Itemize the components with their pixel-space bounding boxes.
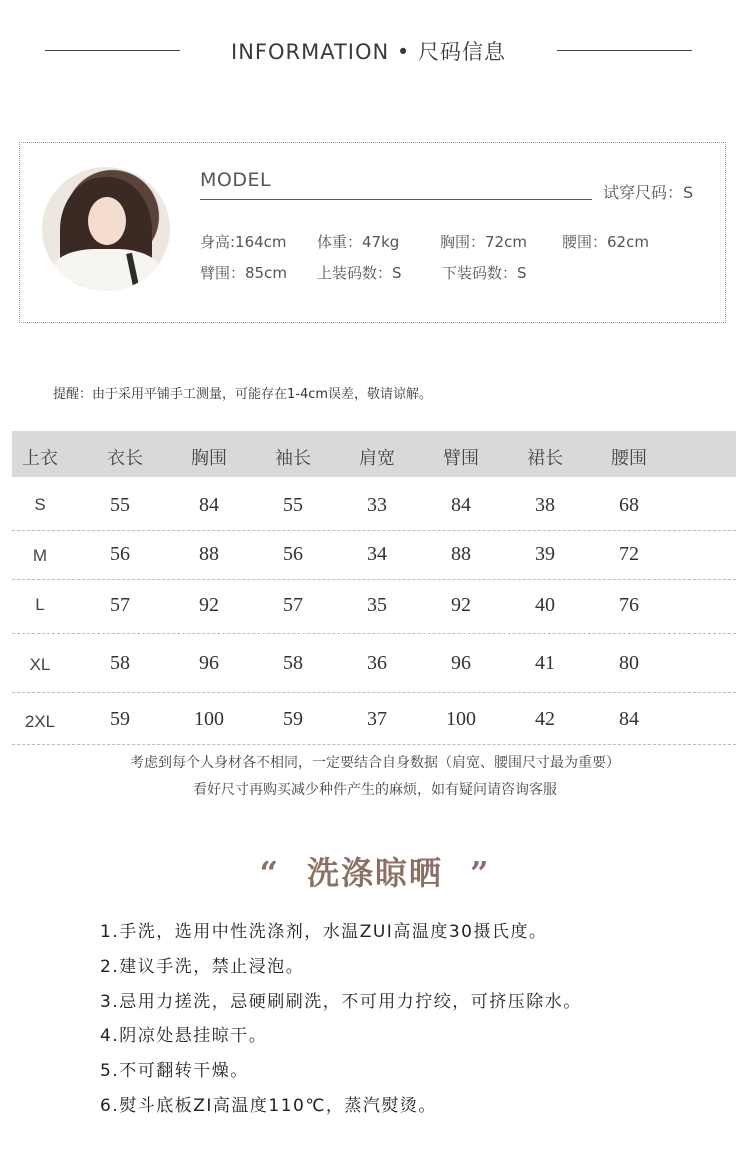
header-cell-shoulder: 肩宽	[359, 448, 395, 469]
size-table-header	[12, 431, 736, 477]
table-row	[12, 634, 736, 693]
table-cell: 41	[535, 652, 555, 674]
size-cell: L	[35, 595, 45, 614]
avatar-face-shape	[88, 197, 126, 245]
table-cell: 88	[199, 543, 219, 565]
header-cell-sleeve: 袖长	[275, 448, 311, 469]
table-row	[12, 693, 736, 745]
page-title: INFORMATION • 尺码信息	[231, 40, 506, 64]
table-cell: 88	[451, 543, 471, 565]
table-cell: 33	[367, 494, 387, 516]
table-cell: 35	[367, 594, 387, 616]
header-cell-length: 衣长	[107, 448, 143, 469]
care-item: 3.忌用力搓洗，忌硬刷刷洗，不可用力拧绞，可挤压除水。	[100, 992, 582, 1012]
table-cell: 57	[283, 594, 303, 616]
table-cell: 80	[619, 652, 639, 674]
care-section-title	[0, 848, 750, 894]
table-cell: 100	[446, 708, 476, 730]
care-close-quote: ”	[470, 854, 491, 892]
header-divider-right	[557, 50, 692, 51]
size-table	[12, 431, 736, 745]
care-item: 5.不可翻转干燥。	[100, 1061, 249, 1081]
model-arm: 臂围：85cm	[200, 264, 287, 282]
model-bottom-size: 下装码数：S	[442, 264, 527, 282]
model-top-size: 上装码数：S	[317, 264, 402, 282]
table-cell: 38	[535, 494, 555, 516]
size-cell: S	[34, 495, 46, 514]
header-cell-bust: 胸围	[191, 448, 227, 469]
header-cell-arm: 臂围	[443, 448, 479, 469]
model-label-underline	[200, 199, 592, 200]
table-cell: 84	[619, 708, 639, 730]
header-divider-left	[45, 50, 180, 51]
table-cell: 36	[367, 652, 387, 674]
model-bust: 胸围：72cm	[440, 233, 527, 251]
table-cell: 37	[367, 708, 387, 730]
header-cell-waist: 腰围	[611, 448, 647, 469]
care-title-text: 洗涤晾晒	[306, 854, 443, 892]
table-cell: 39	[535, 543, 555, 565]
size-footnote-1: 考虑到每个人身材各不相同，一定要结合自身数据（肩宽、腰围尺寸最为重要）	[130, 755, 620, 771]
header-cell-skirt-length: 裙长	[527, 448, 563, 469]
table-cell: 58	[283, 652, 303, 674]
table-cell: 59	[110, 708, 130, 730]
table-cell: 92	[199, 594, 219, 616]
table-row	[12, 580, 736, 634]
table-cell: 58	[110, 652, 130, 674]
table-cell: 56	[110, 543, 130, 565]
care-item: 1.手洗，选用中性洗涤剂，水温ZUI高温度30摄氏度。	[100, 922, 548, 942]
table-cell: 100	[194, 708, 224, 730]
model-info-card	[19, 142, 726, 323]
table-cell: 84	[451, 494, 471, 516]
table-cell: 72	[619, 543, 639, 565]
size-cell: 2XL	[24, 712, 56, 731]
table-cell: 59	[283, 708, 303, 730]
size-footnote-2: 看好尺寸再购买减少种件产生的麻烦，如有疑问请咨询客服	[193, 782, 557, 798]
header-cell-top: 上衣	[22, 448, 58, 469]
table-cell: 76	[619, 594, 639, 616]
care-item: 4.阴凉处悬挂晾干。	[100, 1026, 268, 1046]
model-trial-size: 试穿尺码：S	[603, 183, 694, 202]
care-item: 6.熨斗底板ZI高温度110℃，蒸汽熨烫。	[100, 1096, 437, 1116]
size-cell: M	[32, 546, 48, 565]
table-cell: 96	[451, 652, 471, 674]
table-cell: 55	[110, 494, 130, 516]
table-cell: 57	[110, 594, 130, 616]
model-waist: 腰围：62cm	[562, 233, 649, 251]
model-height: 身高:164cm	[200, 233, 287, 251]
model-weight: 体重：47kg	[317, 233, 400, 251]
table-row	[12, 477, 736, 531]
table-cell: 40	[535, 594, 555, 616]
table-cell: 56	[283, 543, 303, 565]
table-row	[12, 531, 736, 580]
table-cell: 68	[619, 494, 639, 516]
table-cell: 92	[451, 594, 471, 616]
care-open-quote: “	[259, 854, 280, 892]
table-cell: 55	[283, 494, 303, 516]
avatar-shirt-shape	[50, 249, 162, 291]
model-avatar	[42, 167, 170, 291]
measurement-notice: 提醒：由于采用平铺手工测量，可能存在1-4cm误差，敬请谅解。	[53, 387, 433, 402]
model-label: MODEL	[200, 169, 272, 191]
table-cell: 96	[199, 652, 219, 674]
table-cell: 42	[535, 708, 555, 730]
table-cell: 34	[367, 543, 387, 565]
care-item: 2.建议手洗，禁止浸泡。	[100, 957, 305, 977]
table-cell: 84	[199, 494, 219, 516]
size-cell: XL	[29, 655, 51, 674]
